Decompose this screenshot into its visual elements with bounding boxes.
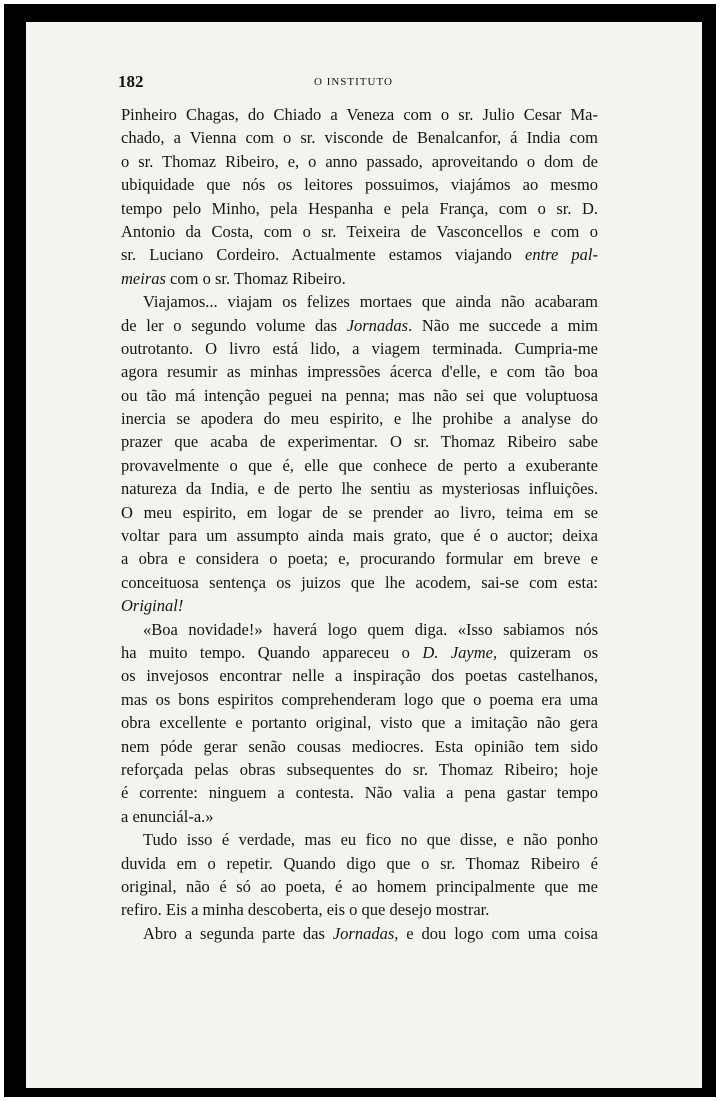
page-header: [118, 72, 598, 92]
text-line: obra excellente e portanto original, visto que a imitação não gera: [121, 713, 598, 733]
paragraph-first-line: Abro a segunda parte das Jornadas, e dou logo com uma coisa: [143, 923, 598, 943]
text-line: Pinheiro Chagas, do Chiado a Veneza com o sr. Julio Cesar Ma-: [121, 105, 598, 124]
text-line: sr. Luciano Cordeiro. Actualmente estamos viajando entre pal-: [121, 245, 598, 265]
text-line: meiras com o sr. Thomaz Ribeiro.: [121, 268, 346, 288]
text-line: a enunciál-a.»: [121, 806, 214, 826]
text-line: chado, a Vienna com o sr. visconde de Benalcanfor, á India com: [121, 128, 598, 148]
text-line: refiro. Eis a minha descoberta, eis o que desejo mostrar.: [121, 900, 490, 920]
page-number: 182: [118, 72, 144, 91]
paragraph-first-line: Tudo isso é verdade, mas eu fico no que disse, e não ponho: [143, 830, 598, 850]
text-line: prazer que acaba de experimentar. O sr. Thomaz Ribeiro sabe: [121, 432, 598, 452]
text-line: reforçada pelas obras subsequentes do sr. Thomaz Ribeiro; hoje: [121, 759, 598, 779]
text-line: de ler o segundo volume das Jornadas. Não me succede a mim: [121, 315, 598, 335]
text-line: provavelmente o que é, elle que conhece de perto a exuberante: [121, 455, 598, 475]
text-line: ha muito tempo. Quando appareceu o D. Jayme, quizeram os: [121, 642, 598, 662]
text-line: O meu espirito, em logar de se prender ao livro, teima em se: [121, 502, 598, 522]
text-line: Original!: [121, 596, 184, 616]
text-line: voltar para um assumpto ainda mais grato, que é o auctor; deixa: [121, 526, 598, 546]
text-line: ubiquidade que nós os leitores possuimos, viajámos ao mesmo: [121, 175, 598, 195]
text-line: original, não é só ao poeta, é ao homem principalmente que me: [121, 876, 598, 896]
text-line: Antonio da Costa, com o sr. Teixeira de Vasconcellos e com o: [121, 221, 598, 241]
text-line: a obra e considera o poeta; e, procurando formular em breve e: [121, 549, 598, 569]
text-line: é corrente: ninguem a contesta. Não valia a pena gastar tempo: [121, 783, 598, 803]
text-line: outrotanto. O livro está lido, a viagem terminada. Cumpria-me: [121, 338, 598, 358]
text-line: o sr. Thomaz Ribeiro, e, o anno passado, aproveitando o dom de: [121, 151, 598, 171]
text-line: nem póde gerar senão cousas mediocres. Esta opinião tem sido: [121, 736, 598, 756]
paragraph-first-line: Viajamos... viajam os felizes mortaes que ainda não acabaram: [143, 292, 598, 312]
text-line: duvida em o repetir. Quando digo que o sr. Thomaz Ribeiro é: [121, 853, 598, 873]
text-line: tempo pelo Minho, pela Hespanha e pela França, com o sr. D.: [121, 198, 598, 218]
text-line: inercia se apodera do meu espirito, e lhe prohibe a analyse do: [121, 409, 598, 429]
text-line: mas os bons espiritos comprehenderam logo que o poema era uma: [121, 689, 598, 709]
body-text: [121, 103, 598, 945]
text-line: agora resumir as minhas impressões ácerca d'elle, e com tão boa: [121, 362, 598, 382]
paragraph-first-line: «Boa novidade!» haverá logo quem diga. «Isso sabiamos nós: [143, 619, 598, 639]
text-line: conceituosa sentença os juizos que lhe acodem, sai-se com esta:: [121, 572, 598, 592]
text-line: os invejosos encontrar nelle a inspiração dos poetas castelhanos,: [121, 666, 598, 686]
text-line: ou tão má intenção peguei na penna; mas não sei que voluptuosa: [121, 385, 598, 405]
text-line: natureza da India, e de perto lhe sentiu as mysteriosas influições.: [121, 479, 598, 499]
running-title: O INSTITUTO: [314, 76, 393, 88]
